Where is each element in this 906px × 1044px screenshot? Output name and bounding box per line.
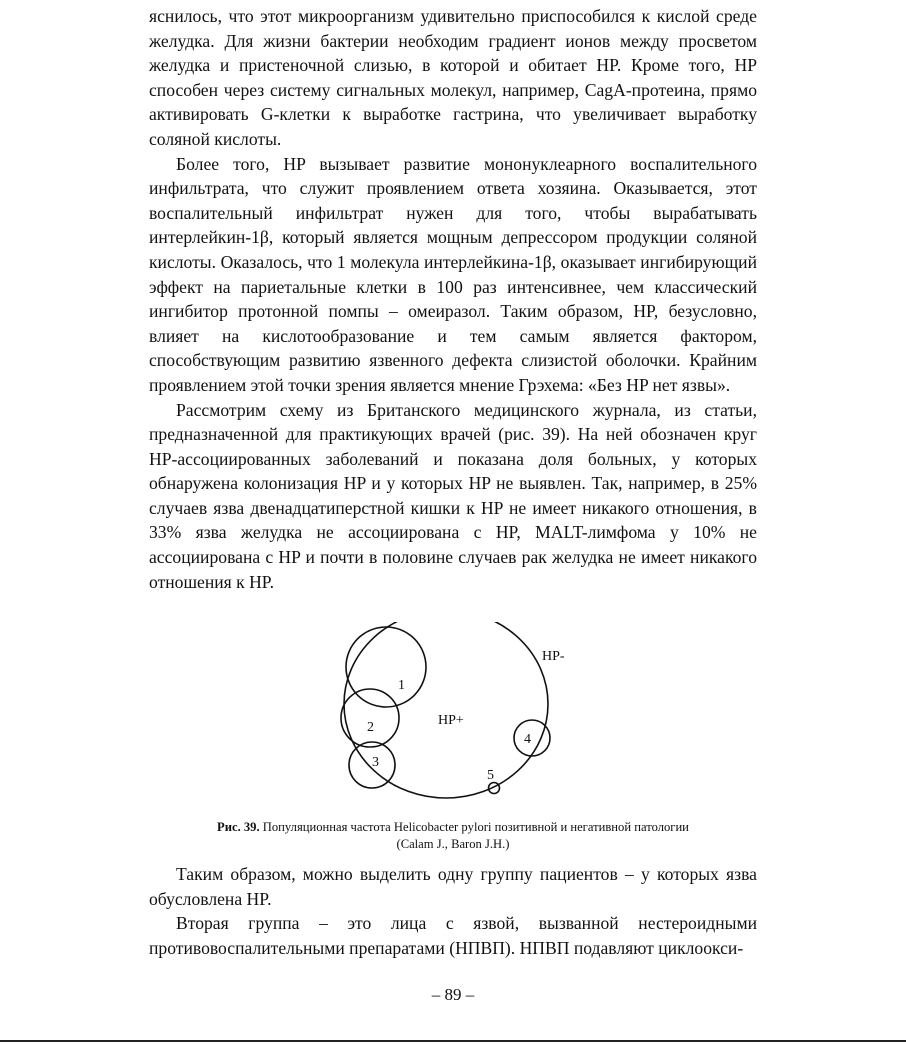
- label-4: 4: [524, 732, 531, 747]
- circle-1: [346, 627, 426, 707]
- bottom-rule: [0, 1040, 906, 1042]
- circle-4: [514, 720, 550, 756]
- label-5: 5: [487, 768, 494, 783]
- paragraph-5: Вторая группа – это лица с язвой, вызванной нестероидными противовоспалительными препаратами (НПВП). НПВП подавляют циклоокси-: [149, 913, 757, 958]
- top-text: [149, 4, 757, 594]
- label-hp-plus: HP+: [438, 713, 464, 728]
- label-hp-minus: HP-: [542, 649, 565, 664]
- caption-label: Рис. 39.: [217, 820, 260, 834]
- circle-2: [341, 689, 399, 747]
- figure-caption: [149, 819, 757, 853]
- label-3: 3: [372, 755, 379, 770]
- page-number: – 89 –: [431, 985, 475, 1004]
- bottom-text: [149, 862, 757, 960]
- figure-39-diagram: [149, 622, 757, 818]
- label-1: 1: [398, 678, 405, 693]
- caption-text: Популяционная частота Helicobacter pylori позитивной и негативной патологии: [262, 820, 689, 834]
- hp-big-circle: [344, 622, 548, 798]
- paragraph-1: яснилось, что этот микроорганизм удивительно приспособился к кислой среде желудка. Для жизни бактерии необходим градиент ионов между просветом желудка и пристеночной слизью, в которой и обитает HP. Кроме того, HP способен через систему сигнальных молекул, например, CagA-протеина, прямо активировать G-клетки к выработке гастрина, что увеличивает выработку соляной кислоты.: [149, 6, 757, 149]
- paragraph-2: Более того, HP вызывает развитие мононуклеарного воспалительного инфильтрата, что служит проявлением ответа хозяина. Оказывается, этот воспалительный инфильтрат нужен для того, чтобы вырабатывать интерлейкин-1β, который является мощным депрессором продукции соляной кислоты. Оказалось, что 1 молекула интерлейкина-1β, оказывает ингибирующий эффект на париетальные клетки в 100 раз интенсивнее, чем классический ингибитор протонной помпы – омеиразол. Таким образом, HP, безусловно, влияет на кислотообразование и тем самым является фактором, способствующим развитию язвенного дефекта слизистой оболочки. Крайним проявлением этой точки зрения является мнение Грэхема: «Без HP нет язвы».: [149, 153, 757, 395]
- label-2: 2: [367, 720, 374, 735]
- caption-source: (Calam J., Baron J.H.): [396, 837, 510, 851]
- paragraph-4: Таким образом, можно выделить одну группу пациентов – у которых язва обусловлена HP.: [149, 864, 757, 909]
- paragraph-3: Рассмотрим схему из Британского медицинского журнала, из статьи, предназначенной для практикующих врачей (рис. 39). На ней обозначен круг HP-ассоциированных заболеваний и показана доля больных, у которых обнаружена колонизация HP и у которых HP не выявлен. Так, например, в 25% случаев язва двенадцатиперстной кишки к HP не имеет никакого отношения, в 33% язва желудка не ассоциирована с HP, MALT-лимфома у 10% не ассоциирована с HP и почти в половине случаев рак желудка не имеет никакого отношения к HP.: [149, 399, 757, 592]
